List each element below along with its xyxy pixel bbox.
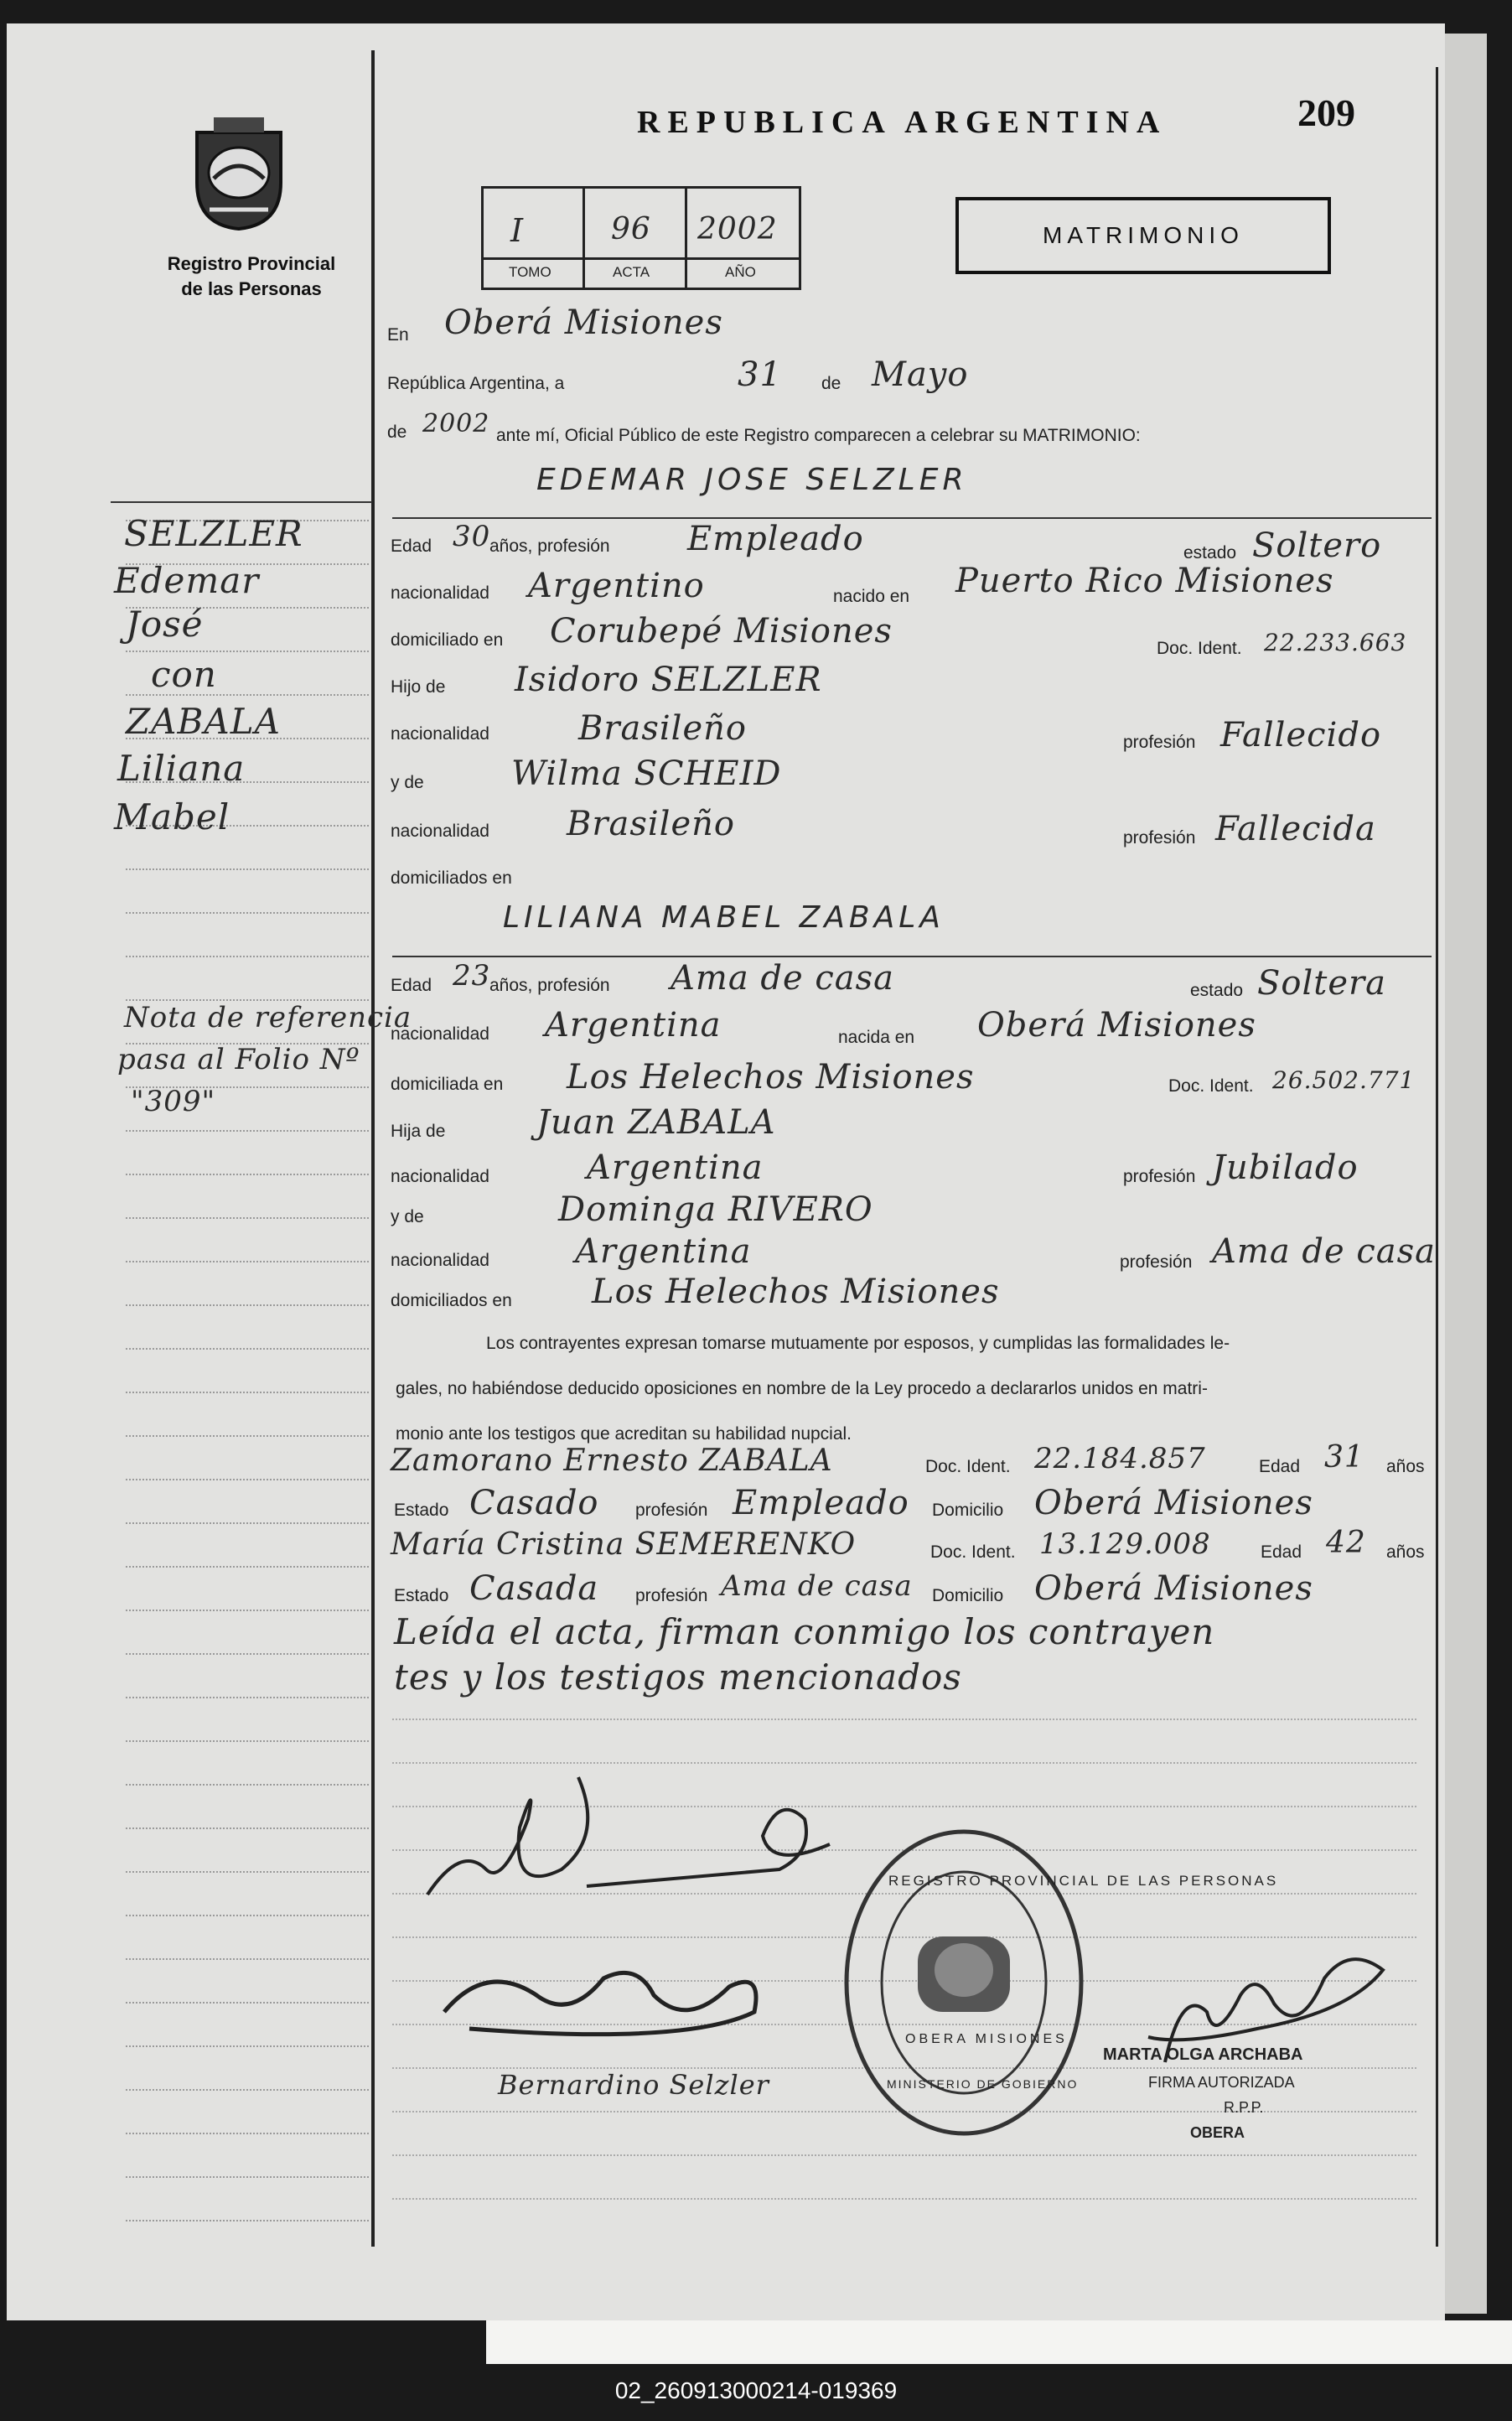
- groom-father-nat: Brasileño: [578, 709, 747, 748]
- bride-parents-domicile: Los Helechos Misiones: [592, 1273, 1000, 1311]
- witness1-name: Zamorano Ernesto ZABALA: [391, 1444, 833, 1478]
- groom-mother-nat-label: nacionalidad: [391, 822, 489, 841]
- witness2-estado-label: Estado: [394, 1586, 449, 1605]
- marriage-statement: [396, 1321, 1428, 1457]
- bride-mother-prof-label: profesión: [1120, 1252, 1193, 1272]
- bride-domicile: Los Helechos Misiones: [567, 1058, 975, 1096]
- bride-status: Soltera: [1257, 964, 1386, 1003]
- bride-nationality: Argentina: [545, 1006, 722, 1045]
- section-divider-groom: [392, 517, 1432, 519]
- registry-coat-of-arms-icon: [184, 116, 293, 233]
- margin-rule: [126, 1784, 369, 1786]
- bride-name: LILIANA MABEL ZABALA: [503, 900, 945, 935]
- page-number: 209: [1297, 91, 1355, 134]
- place-value: Oberá Misiones: [444, 303, 723, 342]
- tomo-value: I: [510, 212, 525, 249]
- bride-dom-label: domiciliada en: [391, 1075, 504, 1094]
- year-value: 2002: [422, 409, 490, 438]
- witness2-status: Casada: [469, 1569, 599, 1608]
- country-title: REPUBLICA ARGENTINA: [637, 105, 1168, 140]
- margin-rule: [126, 1566, 369, 1568]
- bride-yde-label: y de: [391, 1207, 424, 1226]
- margin-name-line: José: [126, 604, 204, 645]
- groom-dom-label: domiciliado en: [391, 630, 504, 650]
- right-border-line: [1436, 67, 1438, 2247]
- groom-name: EDEMAR JOSE SELZLER: [536, 463, 968, 497]
- republica-label: República Argentina, a: [387, 374, 565, 393]
- groom-nac-label: nacionalidad: [391, 583, 489, 603]
- witness1-anos-label: años: [1386, 1457, 1425, 1476]
- record-type-box: MATRIMONIO: [955, 197, 1331, 274]
- bride-doc: 26.502.771: [1272, 1066, 1416, 1094]
- groom-nacido-label: nacido en: [833, 587, 910, 606]
- bride-father-nat: Argentina: [587, 1148, 764, 1187]
- bride-mother-nat-label: nacionalidad: [391, 1251, 489, 1270]
- margin-divider: [111, 501, 372, 503]
- day-value: 31: [738, 355, 782, 394]
- margin-rule: [126, 1653, 369, 1655]
- witness1-profession: Empleado: [733, 1484, 909, 1522]
- margin-rule: [126, 1392, 369, 1393]
- witness1-domicile: Oberá Misiones: [1034, 1484, 1313, 1522]
- margin-rule: [126, 1915, 369, 1916]
- official-role: FIRMA AUTORIZADA: [1148, 2074, 1295, 2091]
- filename-caption: 02_260913000214-019369: [614, 2377, 898, 2403]
- seal-ministry: MINISTERIO DE GOBIERNO: [887, 2077, 1079, 2091]
- groom-doc-label: Doc. Ident.: [1157, 639, 1242, 658]
- margin-name-line: SELZLER: [124, 513, 303, 554]
- registry-name: [134, 251, 369, 302]
- bride-mother-nat: Argentina: [575, 1232, 752, 1271]
- margin-rule: [126, 1435, 369, 1437]
- bride-signature: [436, 1945, 771, 2054]
- groom-hijo-label: Hijo de: [391, 677, 446, 697]
- intro-text: ante mí, Oficial Público de este Registro comparecen a celebrar su MATRIMONIO:: [496, 426, 1141, 445]
- margin-rule: [126, 2133, 369, 2134]
- anio-value: 2002: [697, 212, 778, 246]
- witness2-edad-label: Edad: [1261, 1542, 1302, 1562]
- body-rule: [392, 1719, 1416, 1720]
- groom-doc: 22.233.663: [1264, 629, 1407, 656]
- bride-birthplace: Oberá Misiones: [977, 1006, 1256, 1045]
- tomo-label: TOMO: [509, 264, 551, 280]
- groom-signature: [411, 1744, 847, 1928]
- official-name: MARTA OLGA ARCHABA: [1103, 2045, 1303, 2064]
- margin-name-line: Mabel: [114, 796, 230, 837]
- groom-father: Isidoro SELZLER: [515, 661, 822, 699]
- groom-profession: Empleado: [687, 520, 864, 558]
- witness1-dom-label: Domicilio: [932, 1501, 1004, 1520]
- witness2-anos-label: años: [1386, 1542, 1425, 1562]
- margin-rule: [126, 1958, 369, 1960]
- official-office: R.P.P.: [1224, 2099, 1264, 2116]
- groom-age: 30: [453, 520, 491, 553]
- groom-edad-label: Edad: [391, 537, 432, 556]
- official-unit: OBERA: [1190, 2124, 1245, 2141]
- registry-line-1: Registro Provincial: [167, 253, 336, 274]
- witness1-edad-label: Edad: [1259, 1457, 1301, 1476]
- left-column-line: [371, 50, 375, 2247]
- margin-rule: [126, 1479, 369, 1480]
- bride-father: Juan ZABALA: [536, 1103, 776, 1142]
- anio-label: AÑO: [725, 264, 756, 280]
- margin-rule: [126, 868, 369, 870]
- body-rule: [392, 2198, 1416, 2200]
- margin-rule: [126, 2176, 369, 2178]
- margin-rule: [126, 956, 369, 957]
- bride-father-prof-label: profesión: [1123, 1167, 1196, 1186]
- groom-mother: Wilma SCHEID: [511, 754, 782, 793]
- witness2-dom-label: Domicilio: [932, 1586, 1004, 1605]
- seal-text: REGISTRO PROVINCIAL DE LAS PERSONAS: [888, 1873, 1279, 1889]
- bride-father-prof: Jubilado: [1212, 1148, 1359, 1187]
- bride-father-nat-label: nacionalidad: [391, 1167, 489, 1186]
- groom-yde-label: y de: [391, 773, 424, 792]
- margin-rule: [126, 651, 369, 652]
- groom-mother-nat: Brasileño: [567, 805, 735, 843]
- bride-edad-label: Edad: [391, 976, 432, 995]
- margin-name-line: ZABALA: [126, 701, 281, 742]
- bride-hija-label: Hija de: [391, 1122, 446, 1141]
- margin-note-line-1: Nota de referencia: [124, 1001, 412, 1034]
- groom-father-prof-label: profesión: [1123, 733, 1196, 752]
- margin-note-line-3: "309": [131, 1085, 216, 1118]
- witness2-name: María Cristina SEMERENKO: [391, 1527, 857, 1562]
- de-label: de: [821, 374, 841, 393]
- witness2-prof-label: profesión: [635, 1586, 708, 1605]
- margin-name-line: Edemar: [114, 560, 260, 601]
- margin-rule: [126, 1827, 369, 1829]
- en-label: En: [387, 325, 409, 345]
- witness1-prof-label: profesión: [635, 1501, 708, 1520]
- witness1-age: 31: [1324, 1440, 1364, 1475]
- groom-doms-label: domiciliados en: [391, 868, 512, 888]
- witness1-doc: 22.184.857: [1034, 1442, 1206, 1475]
- margin-rule: [126, 1871, 369, 1873]
- bride-profesion-label: años, profesión: [489, 976, 610, 995]
- witness2-domicile: Oberá Misiones: [1034, 1569, 1313, 1608]
- margin-name-line: Liliana: [117, 748, 246, 789]
- margin-rule: [126, 1261, 369, 1262]
- witness2-doc-label: Doc. Ident.: [930, 1542, 1016, 1562]
- margin-rule: [126, 912, 369, 914]
- groom-domicile: Corubepé Misiones: [550, 612, 893, 651]
- record-number-box: [481, 186, 801, 290]
- margin-name-line: con: [151, 654, 217, 695]
- bride-doms-label: domiciliados en: [391, 1291, 512, 1310]
- margin-rule: [126, 2002, 369, 2004]
- margin-rule: [126, 2089, 369, 2091]
- groom-status: Soltero: [1252, 526, 1382, 565]
- bride-nacida-label: nacida en: [838, 1028, 915, 1047]
- margin-rule: [126, 2220, 369, 2221]
- margin-rule: [126, 1130, 369, 1132]
- bride-doc-label: Doc. Ident.: [1168, 1076, 1254, 1096]
- seal-city: OBERA MISIONES: [905, 2032, 1068, 2046]
- margin-rule: [126, 2045, 369, 2047]
- body-rule: [392, 2154, 1416, 2156]
- official-seal-icon: [838, 1819, 1090, 2146]
- margin-rule: [126, 1740, 369, 1742]
- witness-signature-text: Bernardino Selzler: [498, 2069, 769, 2101]
- official-signature: [1131, 1936, 1408, 2087]
- registry-line-2: de las Personas: [181, 278, 322, 299]
- margin-rule: [126, 1217, 369, 1219]
- witness2-age: 42: [1326, 1526, 1366, 1560]
- bride-age: 23: [453, 959, 491, 993]
- margin-rule: [126, 1348, 369, 1350]
- groom-nationality: Argentino: [528, 567, 705, 605]
- groom-mother-prof: Fallecida: [1215, 810, 1376, 848]
- margin-rule: [126, 1522, 369, 1524]
- margin-note-line-2: pasa al Folio Nº: [117, 1043, 360, 1076]
- section-divider-bride: [392, 956, 1432, 957]
- margin-rule: [126, 1697, 369, 1698]
- acta-value: 96: [611, 212, 651, 246]
- bride-nac-label: nacionalidad: [391, 1024, 489, 1044]
- groom-birthplace: Puerto Rico Misiones: [955, 562, 1334, 600]
- groom-mother-prof-label: profesión: [1123, 828, 1196, 848]
- statement-line-3: monio ante los testigos que acreditan su habilidad nupcial.: [396, 1424, 852, 1444]
- margin-rule: [126, 1610, 369, 1611]
- closing-line-2: tes y los testigos mencionados: [394, 1656, 962, 1698]
- witness2-profession: Ama de casa: [721, 1569, 913, 1603]
- groom-father-nat-label: nacionalidad: [391, 724, 489, 744]
- closing-line-1: Leída el acta, firman conmigo los contrayen: [394, 1611, 1215, 1652]
- statement-line-2: gales, no habiéndose deducido oposiciones en nombre de la Ley procedo a declararlos unidos en matri-: [396, 1379, 1208, 1398]
- bride-mother: Dominga RIVERO: [558, 1190, 873, 1229]
- witness1-estado-label: Estado: [394, 1501, 449, 1520]
- acta-label: ACTA: [613, 264, 650, 280]
- margin-rule: [126, 1304, 369, 1306]
- witness1-doc-label: Doc. Ident.: [925, 1457, 1011, 1476]
- bride-mother-prof: Ama de casa: [1212, 1232, 1436, 1271]
- margin-rule: [126, 1174, 369, 1175]
- witness1-status: Casado: [469, 1484, 599, 1522]
- scan-background: [486, 2320, 1512, 2364]
- bride-profession: Ama de casa: [671, 959, 894, 998]
- bride-estado-label: estado: [1190, 981, 1244, 1000]
- groom-profesion-label: años, profesión: [489, 537, 610, 556]
- groom-father-prof: Fallecido: [1220, 716, 1382, 754]
- witness2-doc: 13.129.008: [1039, 1527, 1211, 1561]
- book-edge: [1445, 34, 1487, 2314]
- year-prefix: de: [387, 423, 407, 442]
- month-value: Mayo: [872, 355, 969, 394]
- groom-estado-label: estado: [1183, 543, 1237, 562]
- statement-line-1: Los contrayentes expresan tomarse mutuamente por esposos, y cumplidas las formalidades le-: [486, 1334, 1230, 1353]
